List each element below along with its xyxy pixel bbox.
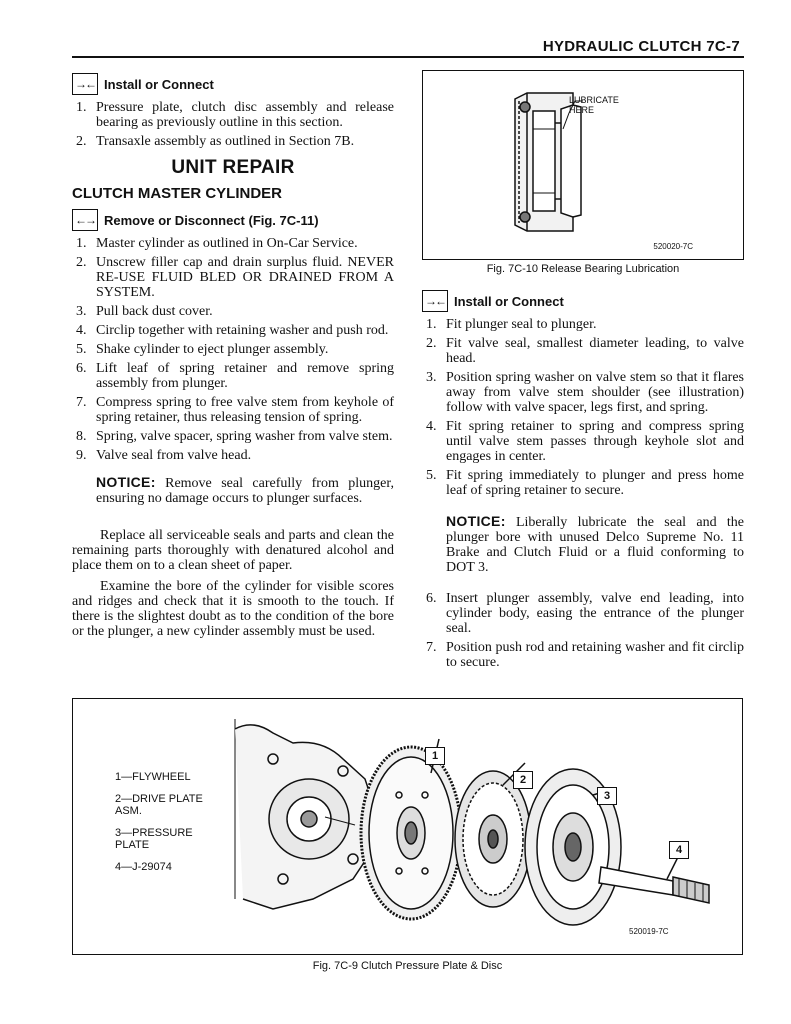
clutch-exploded-illustration — [73, 699, 741, 953]
figure-release-bearing — [422, 70, 744, 260]
list-item: 7. Position push rod and retaining washer and fit circlip to secure. — [426, 640, 744, 670]
notice-right — [422, 514, 744, 575]
notice-label: NOTICE: — [446, 513, 506, 529]
install-connect-heading-2 — [422, 289, 744, 313]
legend-item: 3—PRESSURE PLATE — [115, 827, 193, 851]
figure-caption: Fig. 7C-9 Clutch Pressure Plate & Disc — [312, 960, 503, 972]
list-item: 5. Fit spring immediately to plunger and press home leaf of spring retainer to secure. — [426, 468, 744, 498]
left-column — [72, 72, 394, 639]
right-column — [422, 70, 744, 674]
legend-item: 4—J-29074 — [115, 861, 172, 873]
list-item: 3. Pull back dust cover. — [76, 304, 213, 319]
legend-item: 2—DRIVE PLATE ASM. — [115, 793, 203, 817]
list-item: 6. Lift leaf of spring retainer and remove spring assembly from plunger. — [76, 361, 394, 391]
list-item: 2. Transaxle assembly as outlined in Section 7B. — [76, 134, 355, 149]
list-item: 5. Shake cylinder to eject plunger assembly. — [76, 342, 329, 357]
list-item: 6. Insert plunger assembly, valve end leading, into cylinder body, easing the entrance of the plunger seal. — [426, 591, 744, 636]
notice-label: NOTICE: — [96, 474, 156, 490]
callout-2: 2 — [513, 771, 533, 789]
list-item: 1. Pressure plate, clutch disc assembly and release bearing as previously outline in this section. — [76, 100, 394, 130]
list-item: 2. Fit valve seal, smallest diameter leading, to valve head. — [426, 336, 744, 366]
legend-item: 1—FLYWHEEL — [115, 771, 191, 783]
figure-code: 520020-7C — [653, 242, 693, 251]
install-steps-list-3 — [422, 591, 744, 670]
list-item: 9. Valve seal from valve head. — [76, 448, 252, 463]
callout-4: 4 — [669, 841, 689, 859]
list-item: 8. Spring, valve spacer, spring washer from valve stem. — [76, 429, 393, 444]
lubricate-callout: LUBRICATE HERE — [569, 95, 619, 115]
paragraph-replace-seals: Replace all serviceable seals and parts and clean the remaining parts thoroughly with denatured alcohol and place them on to a clean sheet of paper. — [72, 528, 394, 573]
list-item: 4. Circlip together with retaining washer and push rod. — [76, 323, 389, 338]
list-item: 1. Fit plunger seal to plunger. — [426, 317, 597, 332]
page-header — [72, 36, 744, 58]
figure-code: 520019-7C — [629, 927, 669, 936]
paragraph-examine-bore: Examine the bore of the cylinder for visible scores and ridges and check that it is smooth to the touch. If there is the slightest doubt as to the condition of the bore or the plunger, a new cylinder assembly must be used. — [72, 579, 394, 639]
list-item: 2. Unscrew filler cap and drain surplus fluid. NEVER RE-USE FLUID BLED OR DRAINED FROM A SYSTEM. — [76, 255, 394, 300]
install-connect-title: Install or Connect — [454, 293, 564, 309]
unit-repair-heading: UNIT REPAIR — [171, 157, 295, 178]
figure-caption: Fig. 7C-10 Release Bearing Lubrication — [486, 263, 680, 275]
list-item: 7. Compress spring to free valve stem from keyhole of spring retainer, thus releasing tension of spring. — [76, 395, 394, 425]
install-arrows-icon: →← — [72, 73, 98, 95]
remove-disconnect-heading — [72, 208, 394, 232]
install-connect-title: Install or Connect — [104, 76, 214, 92]
notice-text: Remove seal carefully from plunger, ensuring no damage occurs to plunger surfaces. — [96, 476, 394, 506]
install-connect-heading — [72, 72, 394, 96]
page-title: HYDRAULIC CLUTCH 7C-7 — [542, 38, 740, 55]
notice-text: Liberally lubricate the seal and the plunger bore with unused Delco Supreme No. 11 Brake and Clutch Fluid or a fluid conforming to DOT 3. — [446, 515, 744, 575]
remove-arrows-icon: ←→ — [72, 209, 98, 231]
remove-disconnect-title: Remove or Disconnect (Fig. 7C-11) — [104, 212, 319, 228]
callout-3: 3 — [597, 787, 617, 805]
install-steps-list — [72, 100, 394, 149]
install-arrows-icon: →← — [422, 290, 448, 312]
list-item: 1. Master cylinder as outlined in On-Car Service. — [76, 236, 358, 251]
install-steps-list-2 — [422, 317, 744, 498]
notice-left — [72, 475, 394, 506]
list-item: 3. Position spring washer on valve stem so that it flares away from valve stem shoulder (see illustration) follow with valve spacer, legs first, and spring. — [426, 370, 744, 415]
figure-clutch-pressure-plate — [72, 698, 743, 955]
remove-steps-list — [72, 236, 394, 463]
list-item: 4. Fit spring retainer to spring and compress spring until valve stem passes through keyhole slot and engages in center. — [426, 419, 744, 464]
callout-1: 1 — [425, 747, 445, 765]
clutch-master-cylinder-heading: CLUTCH MASTER CYLINDER — [72, 185, 282, 202]
